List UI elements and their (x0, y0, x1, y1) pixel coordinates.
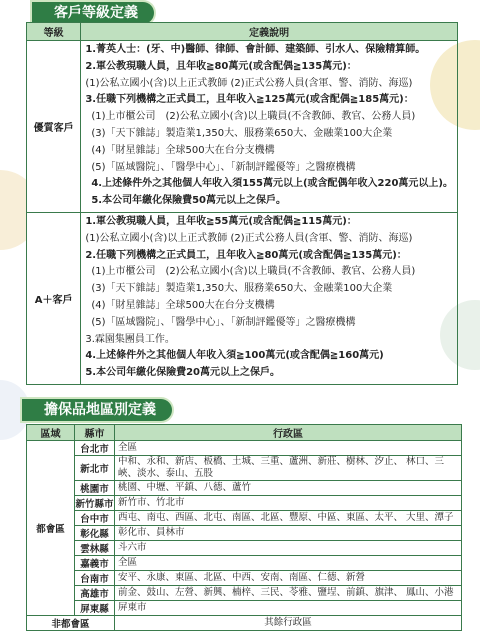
level-definition (81, 41, 458, 213)
county-name: 新竹縣市 (75, 496, 115, 511)
header-district: 行政區 (115, 425, 462, 441)
district-list: 西屯、南屯、西區、北屯、南區、北區、豐原、中區、東區、太平、 大里、潭子 (115, 511, 462, 526)
definition-line: (4)「財星雜誌」全球500大在台分支機構 (91, 299, 275, 311)
level-definition (81, 212, 458, 384)
definition-line: (1)公私立國小(含)以上正式教師 (2)正式公務人員(含軍、警、消防、海巡) (85, 77, 413, 89)
definition-line: 1.軍公教現職人員，且年收≧55萬元(或含配偶≧115萬元)： (85, 215, 357, 227)
district-list: 全區 (115, 556, 462, 571)
table-header-row (27, 425, 462, 441)
header-region: 區域 (27, 425, 75, 441)
district-list: 中和、永和、新店、板橋、土城、三重、蘆洲、新莊、樹林、汐止、 林口、三峽、淡水、泰山、五股 (115, 456, 462, 481)
county-name: 彰化縣 (75, 526, 115, 541)
table-row (27, 526, 462, 541)
definition-line: (4)「財星雜誌」全球500大在台分支機構 (91, 144, 275, 156)
region-table-body (27, 441, 462, 631)
district-list: 全區 (115, 441, 462, 456)
definition-lines (85, 214, 453, 382)
table-row (27, 601, 462, 616)
definition-line: (3)「天下雜誌」製造業1,350大、服務業650大、金融業100大企業 (91, 283, 393, 295)
table-row (27, 586, 462, 601)
table-row (27, 456, 462, 481)
definition-line: 2.任職下列機構之正式員工，且年收入≧80萬元(或含配偶≧135萬元)： (85, 249, 407, 261)
definition-line: (5)「區域醫院」、「醫學中心」、「新制評鑑優等」之醫療機構 (91, 316, 356, 328)
header-level: 等級 (27, 23, 81, 41)
section-title-customer-level: 客戶等級定義 (32, 2, 154, 24)
table-row (27, 556, 462, 571)
county-name: 台中市 (75, 511, 115, 526)
definition-line: (1)上市櫃公司 (2)公私立國小(含)以上職員(不含教師、教官、公務人員) (91, 111, 416, 123)
district-list: 屏東市 (115, 601, 462, 616)
level-name: A＋客戶 (27, 212, 81, 384)
section-title-region: 擔保品地區別定義 (22, 399, 172, 421)
table-row (27, 481, 462, 496)
table-row (27, 541, 462, 556)
table-row (27, 496, 462, 511)
definition-line: (5)「區域醫院」、「醫學中心」、「新制評鑑優等」之醫療機構 (91, 161, 356, 173)
definition-line: 5.本公司年繳化保險費50萬元以上之保戶。 (91, 195, 287, 207)
region-name: 非都會區 (27, 616, 115, 631)
customer-level-table (26, 22, 458, 385)
county-name: 雲林縣 (75, 541, 115, 556)
level-row (27, 41, 458, 213)
county-name: 新北市 (75, 456, 115, 481)
table-row (27, 511, 462, 526)
header-county: 縣市 (75, 425, 115, 441)
definition-line: 3.霖園集團員工作。 (85, 333, 175, 345)
district-list: 桃園、中壢、平鎮、八德、蘆竹 (115, 481, 462, 496)
county-name: 台南市 (75, 571, 115, 586)
district-list: 前金、鼓山、左營、新興、楠梓、三民、苓雅、鹽埕、前鎮、旗津、 鳳山、小港 (115, 586, 462, 601)
county-name: 台北市 (75, 441, 115, 456)
definition-line: 5.本公司年繳化保險費20萬元以上之保戶。 (85, 367, 281, 379)
district-list: 彰化市、員林市 (115, 526, 462, 541)
table-row (27, 571, 462, 586)
district-list: 斗六市 (115, 541, 462, 556)
definition-line: (3)「天下雜誌」製造業1,350大、服務業650大、金融業100大企業 (91, 127, 393, 139)
definition-line: (1)上市櫃公司 (2)公私立國小(含)以上職員(不含教師、教官、公務人員) (91, 266, 416, 278)
table-header-row (27, 23, 458, 41)
region-table (26, 424, 462, 631)
table-row (27, 616, 462, 631)
table-row (27, 441, 462, 456)
header-definition: 定義說明 (81, 23, 458, 41)
level-row (27, 212, 458, 384)
county-name: 嘉義市 (75, 556, 115, 571)
definition-lines (85, 42, 453, 210)
level-name: 優質客戶 (27, 41, 81, 213)
definition-line: 2.軍公教現職人員，且年收≧80萬元(或含配偶≧135萬元)： (85, 60, 357, 72)
district-list: 其餘行政區 (115, 616, 462, 631)
region-name: 都會區 (27, 441, 75, 616)
county-name: 屏東縣 (75, 601, 115, 616)
definition-line: 3.任職下列機構之正式員工，且年收入≧125萬元(或含配偶≧185萬元)： (85, 94, 414, 106)
definition-line: 4.上述條件外之其他個人年收入須≧100萬元(或含配偶≧160萬元) (85, 350, 384, 362)
district-list: 安平、永康、東區、北區、中西、安南、南區、仁德、新營 (115, 571, 462, 586)
county-name: 桃園市 (75, 481, 115, 496)
definition-line: 4.上述條件外之其他個人年收入須155萬元以上(或含配偶年收入220萬元以上)。 (91, 178, 453, 190)
county-name: 高雄市 (75, 586, 115, 601)
definition-line: 1.菁英人士：(牙、中)醫師、律師、會計師、建築師、引水人、保險精算師。 (85, 44, 426, 55)
district-list: 新竹市、竹北市 (115, 496, 462, 511)
definition-line: (1)公私立國小(含)以上正式教師 (2)正式公務人員(含軍、警、消防、海巡) (85, 232, 413, 244)
